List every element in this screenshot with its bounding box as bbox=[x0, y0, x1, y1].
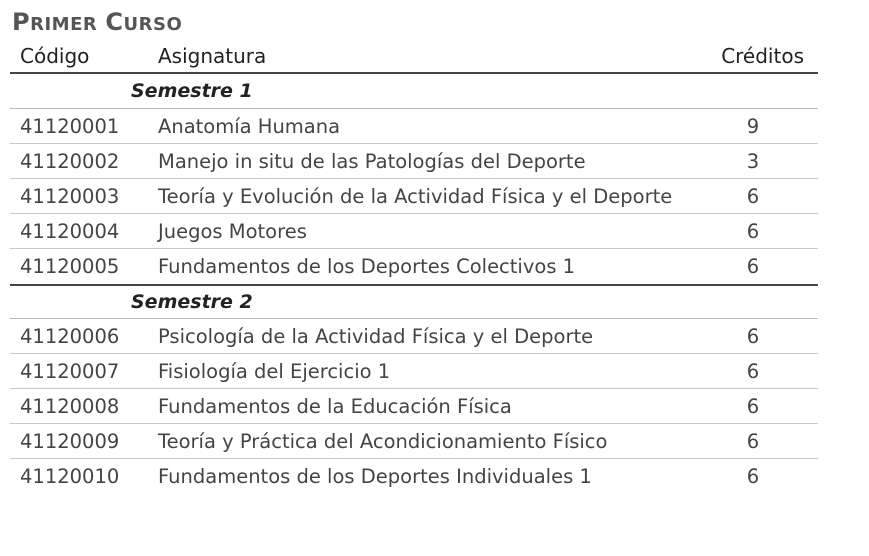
course-credits: 9 bbox=[746, 114, 760, 138]
course-name: Juegos Motores bbox=[158, 219, 307, 243]
course-name: Fundamentos de los Deportes Individuales 1 bbox=[158, 465, 592, 488]
courses-table bbox=[10, 40, 818, 494]
title-initial-c: C bbox=[105, 8, 124, 36]
table-row bbox=[10, 144, 818, 179]
table-row bbox=[10, 179, 818, 214]
semester-heading bbox=[10, 284, 818, 319]
course-credits: 6 bbox=[746, 429, 760, 453]
semester-label: Semestre 2 bbox=[131, 291, 253, 313]
course-code: 41120003 bbox=[20, 184, 120, 208]
table-row bbox=[10, 319, 818, 354]
header-subject: Asignatura bbox=[158, 44, 267, 68]
course-name: Psicología de la Actividad Física y el Deporte bbox=[158, 324, 594, 348]
course-credits: 6 bbox=[746, 465, 760, 488]
course-code: 41120010 bbox=[20, 465, 120, 488]
title-rest-rimer: RIMER bbox=[30, 14, 98, 35]
table-row bbox=[10, 249, 818, 284]
course-code: 41120006 bbox=[20, 324, 120, 348]
course-code: 41120004 bbox=[20, 219, 120, 243]
table-row bbox=[10, 459, 818, 494]
course-credits: 6 bbox=[746, 255, 760, 278]
course-code: 41120005 bbox=[20, 255, 120, 278]
table-row bbox=[10, 389, 818, 424]
table-row bbox=[10, 354, 818, 389]
table-row bbox=[10, 424, 818, 459]
course-name: Teoría y Práctica del Acondicionamiento Físico bbox=[158, 429, 608, 453]
table-row bbox=[10, 109, 818, 144]
course-name: Manejo in situ de las Patologías del Deporte bbox=[158, 149, 586, 173]
course-name: Anatomía Humana bbox=[158, 114, 341, 138]
semester-heading bbox=[10, 74, 818, 109]
course-name: Fundamentos de la Educación Física bbox=[158, 394, 512, 418]
title-initial-p: P bbox=[12, 8, 31, 36]
course-credits: 6 bbox=[746, 219, 760, 243]
header-credits: Créditos bbox=[721, 44, 804, 68]
course-name: Teoría y Evolución de la Actividad Física y el Deporte bbox=[158, 184, 673, 208]
course-code: 41120008 bbox=[20, 394, 120, 418]
header-code: Código bbox=[20, 44, 90, 68]
page-title bbox=[12, 8, 182, 36]
course-credits: 6 bbox=[746, 324, 760, 348]
course-credits: 6 bbox=[746, 184, 760, 208]
course-code: 41120007 bbox=[20, 359, 120, 383]
semester-label: Semestre 1 bbox=[131, 80, 253, 102]
course-code: 41120009 bbox=[20, 429, 120, 453]
table-row bbox=[10, 214, 818, 249]
course-credits: 6 bbox=[746, 359, 760, 383]
course-code: 41120002 bbox=[20, 149, 120, 173]
title-rest-urso: URSO bbox=[123, 14, 183, 35]
course-name: Fisiología del Ejercicio 1 bbox=[158, 359, 391, 383]
course-name: Fundamentos de los Deportes Colectivos 1 bbox=[158, 255, 576, 278]
course-code: 41120001 bbox=[20, 114, 120, 138]
course-credits: 6 bbox=[746, 394, 760, 418]
course-credits: 3 bbox=[746, 149, 760, 173]
table-header bbox=[10, 40, 818, 74]
